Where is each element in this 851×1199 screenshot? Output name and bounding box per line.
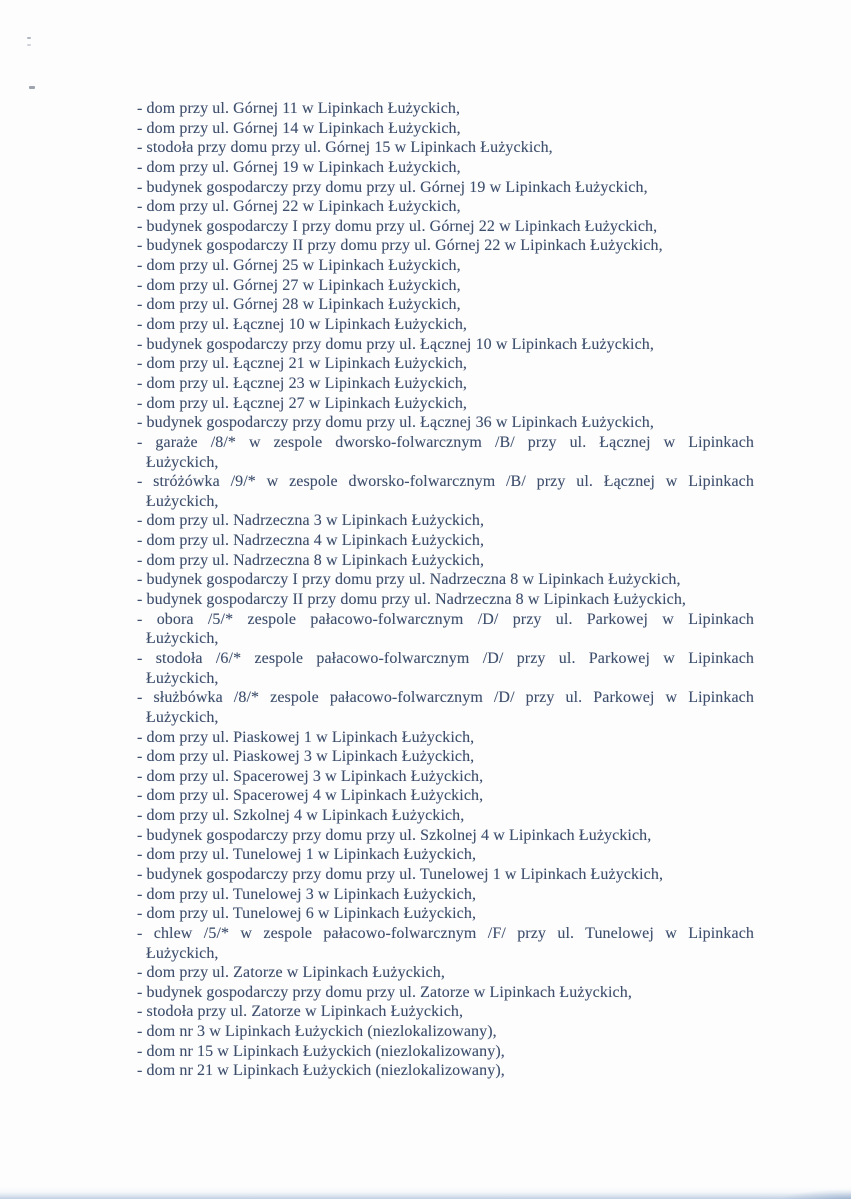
document-line: - dom przy ul. Górnej 27 w Lipinkach Łużyckich, <box>137 276 461 294</box>
document-line: - stodoła /6/* zespole pałacowo-folwarcznym /D/ przy ul. Parkowej w Lipinkach <box>137 649 754 667</box>
document-line: - dom przy ul. Tunelowej 1 w Lipinkach Łużyckich, <box>137 846 477 864</box>
document-line: - budynek gospodarczy przy domu przy ul. Szkolnej 4 w Lipinkach Łużyckich, <box>137 826 652 844</box>
document-line: - chlew /5/* w zespole pałacowo-folwarcznym /F/ przy ul. Tunelowej w Lipinkach <box>137 924 754 942</box>
scan-artifact-mark <box>27 44 31 46</box>
document-line: - dom przy ul. Górnej 11 w Lipinkach Łużyckich, <box>137 100 461 117</box>
document-line: - budynek gospodarczy przy domu przy ul. Zatorze w Lipinkach Łużyckich, <box>137 983 632 1001</box>
document-line: - dom nr 3 w Lipinkach Łużyckich (niezlokalizowany), <box>137 1023 497 1041</box>
document-line: - dom przy ul. Piaskowej 1 w Lipinkach Łużyckich, <box>137 728 475 746</box>
document-line-continuation: Łużyckich, <box>146 453 219 471</box>
document-line: - dom przy ul. Łącznej 21 w Lipinkach Łużyckich, <box>137 355 468 373</box>
document-line: - dom przy ul. Spacerowej 3 w Lipinkach Łużyckich, <box>137 767 484 785</box>
document-line: - służbówka /8/* zespole pałacowo-folwarcznym /D/ przy ul. Parkowej w Lipinkach <box>137 689 754 707</box>
document-line: - obora /5/* zespole pałacowo-folwarcznym /D/ przy ul. Parkowej w Lipinkach <box>137 610 754 628</box>
document-line: - dom przy ul. Górnej 19 w Lipinkach Łużyckich, <box>137 158 461 176</box>
document-line-continuation: Łużyckich, <box>146 630 219 648</box>
document-line: - dom przy ul. Górnej 14 w Lipinkach Łużyckich, <box>137 119 461 137</box>
document-line: - budynek gospodarczy I przy domu przy ul. Górnej 22 w Lipinkach Łużyckich, <box>137 217 658 235</box>
document-line: - dom przy ul. Tunelowej 6 w Lipinkach Łużyckich, <box>137 905 477 923</box>
document-line: - dom przy ul. Górnej 22 w Lipinkach Łużyckich, <box>137 198 461 216</box>
document-line: - dom nr 15 w Lipinkach Łużyckich (niezlokalizowany), <box>137 1042 505 1060</box>
scan-edge-shadow <box>0 1187 851 1199</box>
scan-artifact-mark <box>27 37 31 39</box>
document-line: - dom przy ul. Łącznej 10 w Lipinkach Łużyckich, <box>137 316 468 334</box>
document-line-continuation: Łużyckich, <box>146 944 219 962</box>
scan-artifact-dash <box>29 86 35 89</box>
document-line: - dom przy ul. Nadrzeczna 8 w Lipinkach Łużyckich, <box>137 551 485 569</box>
document-line-continuation: Łużyckich, <box>146 669 219 687</box>
document-line: - dom przy ul. Tunelowej 3 w Lipinkach Łużyckich, <box>137 885 477 903</box>
document-line: - dom przy ul. Piaskowej 3 w Lipinkach Łużyckich, <box>137 748 475 766</box>
document-line: - stodoła przy domu przy ul. Górnej 15 w Lipinkach Łużyckich, <box>137 139 553 157</box>
document-line: - budynek gospodarczy przy domu przy ul. Górnej 19 w Lipinkach Łużyckich, <box>137 178 648 196</box>
document-line: - garaże /8/* w zespole dworsko-folwarcznym /B/ przy ul. Łącznej w Lipinkach <box>137 433 754 451</box>
document-line-continuation: Łużyckich, <box>146 492 219 510</box>
document-line: - dom przy ul. Szkolnej 4 w Lipinkach Łużyckich, <box>137 807 465 825</box>
document-line-continuation: Łużyckich, <box>146 708 219 726</box>
document-line: - dom przy ul. Nadrzeczna 3 w Lipinkach Łużyckich, <box>137 512 485 530</box>
document-line: - dom przy ul. Zatorze w Lipinkach Łużyckich, <box>137 964 445 982</box>
document-line: - dom przy ul. Górnej 25 w Lipinkach Łużyckich, <box>137 257 461 275</box>
building-list <box>137 99 754 1081</box>
document-line: - stróżówka /9/* w zespole dworsko-folwarcznym /B/ przy ul. Łącznej w Lipinkach <box>137 473 754 491</box>
document-line: - budynek gospodarczy II przy domu przy ul. Górnej 22 w Lipinkach Łużyckich, <box>137 237 663 255</box>
document-line: - budynek gospodarczy I przy domu przy ul. Nadrzeczna 8 w Lipinkach Łużyckich, <box>137 571 681 589</box>
document-line: - budynek gospodarczy przy domu przy ul. Łącznej 36 w Lipinkach Łużyckich, <box>137 414 655 432</box>
document-line: - dom przy ul. Nadrzeczna 4 w Lipinkach Łużyckich, <box>137 532 485 550</box>
document-line: - dom przy ul. Łącznej 23 w Lipinkach Łużyckich, <box>137 374 468 392</box>
document-line: - dom przy ul. Górnej 28 w Lipinkach Łużyckich, <box>137 296 461 314</box>
document-line: - stodoła przy ul. Zatorze w Lipinkach Łużyckich, <box>137 1003 464 1021</box>
document-line: - budynek gospodarczy przy domu przy ul. Tunelowej 1 w Lipinkach Łużyckich, <box>137 865 664 883</box>
document-line: - dom przy ul. Łącznej 27 w Lipinkach Łużyckich, <box>137 394 468 412</box>
document-line: - budynek gospodarczy II przy domu przy ul. Nadrzeczna 8 w Lipinkach Łużyckich, <box>137 591 687 609</box>
document-line: - budynek gospodarczy przy domu przy ul. Łącznej 10 w Lipinkach Łużyckich, <box>137 335 655 353</box>
document-line: - dom nr 21 w Lipinkach Łużyckich (niezlokalizowany), <box>137 1062 505 1080</box>
document-line: - dom przy ul. Spacerowej 4 w Lipinkach Łużyckich, <box>137 787 484 805</box>
